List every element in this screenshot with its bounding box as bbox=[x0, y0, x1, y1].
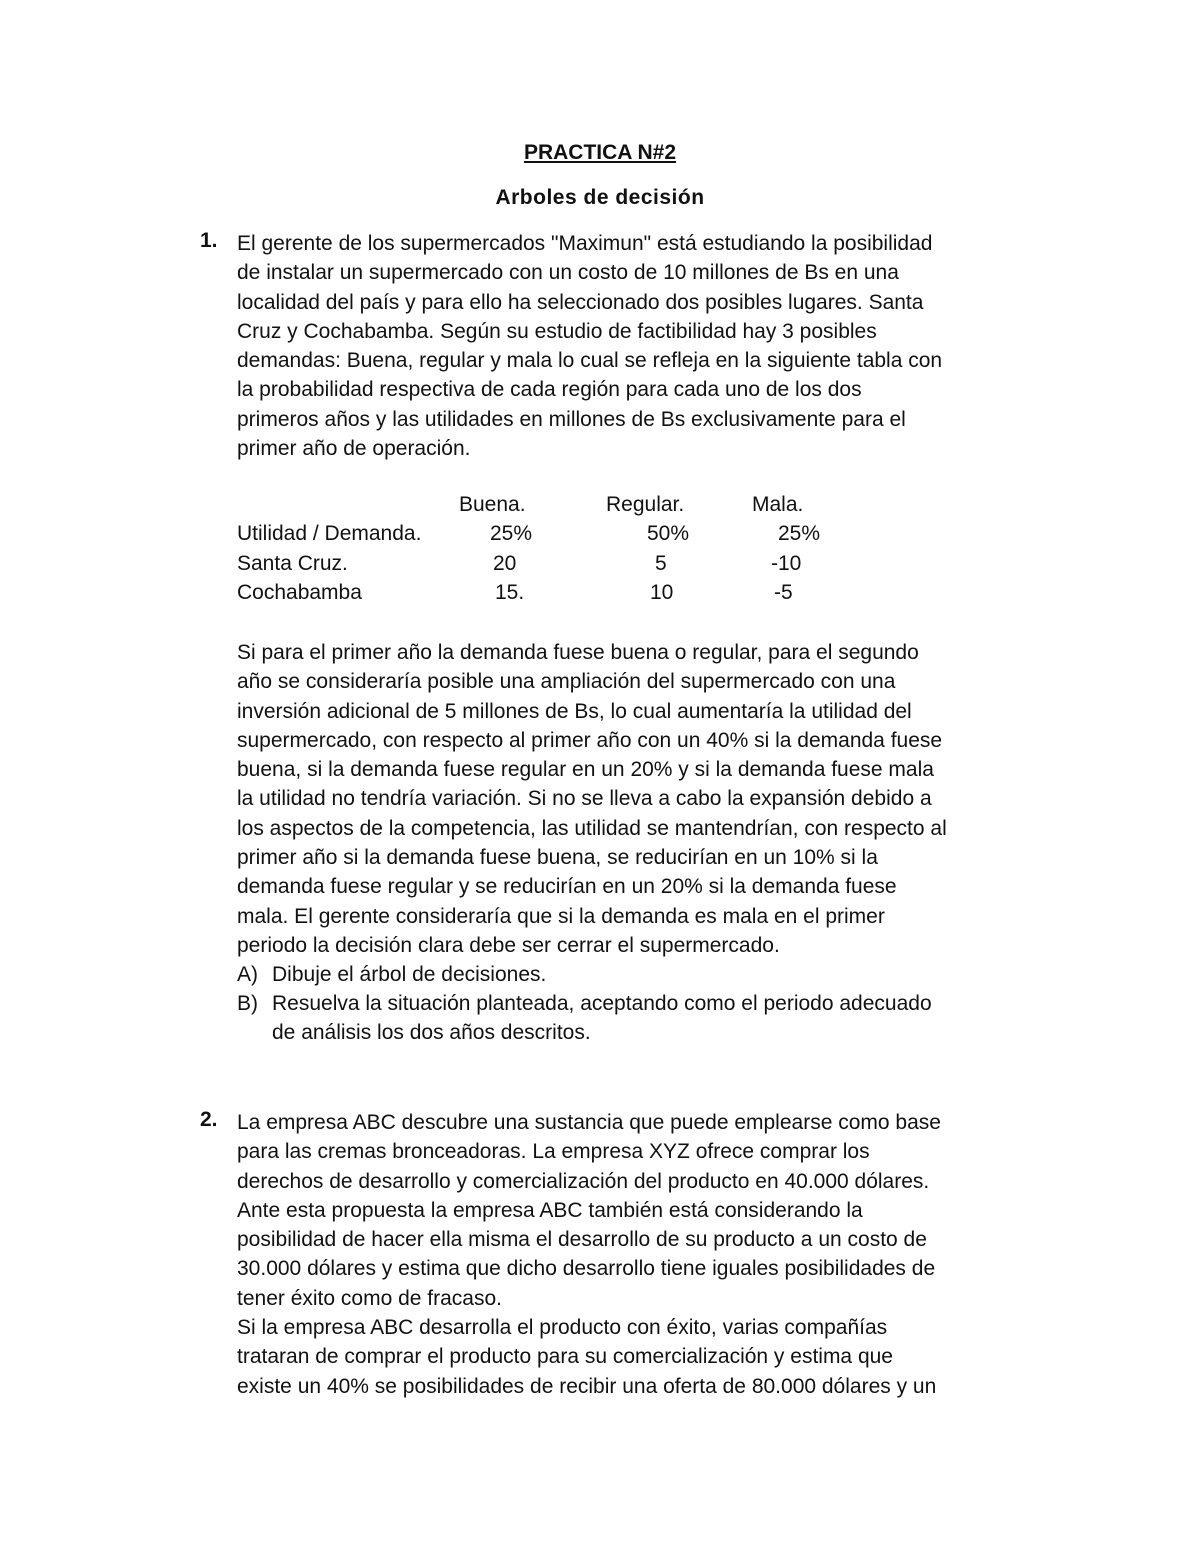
text-line: posibilidad de hacer ella misma el desarrollo de su producto a un costo de bbox=[237, 1228, 927, 1252]
text-line: buena, si la demanda fuese regular en un 20% y si la demanda fuese mala bbox=[237, 758, 934, 782]
item-letter: A) bbox=[237, 963, 258, 986]
column-header-regular: Regular. bbox=[606, 493, 685, 516]
row-label: Santa Cruz. bbox=[237, 551, 348, 575]
text-line: 30.000 dólares y estima que dicho desarrollo tiene iguales posibilidades de bbox=[237, 1257, 936, 1281]
table-row bbox=[237, 552, 937, 581]
text-line: Si la empresa ABC desarrolla el producto con éxito, varias compañías bbox=[237, 1316, 888, 1340]
text-line: inversión adicional de 5 millones de Bs, lo cual aumentaría la utilidad del bbox=[237, 699, 912, 723]
text-line: la probabilidad respectiva de cada región para cada uno de los dos bbox=[237, 378, 862, 402]
text-line: año se consideraría posible una ampliación del supermercado con una bbox=[237, 670, 896, 694]
column-header-mala: Mala. bbox=[752, 493, 804, 516]
table-cell: 15. bbox=[495, 580, 525, 604]
table-header-row bbox=[237, 493, 937, 522]
text-line: tener éxito como de fracaso. bbox=[237, 1286, 502, 1310]
text-line: para las cremas bronceadoras. La empresa XYZ ofrece comprar los bbox=[237, 1140, 870, 1164]
text-line: Resuelva la situación planteada, aceptando como el periodo adecuado bbox=[272, 992, 932, 1015]
text-line: localidad del país y para ello ha seleccionado dos posibles lugares. Santa bbox=[237, 290, 924, 314]
table-cell: -10 bbox=[771, 551, 802, 575]
table-row bbox=[237, 522, 937, 551]
text-line: trataran de comprar el producto para su comercialización y estima que bbox=[237, 1345, 893, 1369]
text-line: La empresa ABC descubre una sustancia que puede emplearse como base bbox=[237, 1111, 941, 1134]
row-label: Utilidad / Demanda. bbox=[237, 522, 422, 546]
text-line: primeros años y las utilidades en millones de Bs exclusivamente para el bbox=[237, 407, 906, 431]
problem-1-intro bbox=[237, 229, 1037, 463]
text-line: Ante esta propuesta la empresa ABC también está considerando la bbox=[237, 1198, 863, 1222]
problem-1-body bbox=[237, 638, 1037, 960]
item-text bbox=[272, 960, 1052, 989]
text-line: El gerente de los supermercados "Maximun" está estudiando la posibilidad bbox=[237, 232, 933, 255]
text-line: Dibuje el árbol de decisiones. bbox=[272, 963, 547, 986]
column-header-buena: Buena. bbox=[459, 493, 526, 516]
table-cell: 10 bbox=[650, 580, 674, 604]
page-subtitle: Arboles de decisión bbox=[495, 186, 705, 209]
text-line: supermercado, con respecto al primer año con un 40% si la demanda fuese bbox=[237, 728, 943, 752]
problem-2-number: 2. bbox=[200, 1108, 218, 1131]
text-line: demanda fuese regular y se reducirían en un 20% si la demanda fuese bbox=[237, 875, 897, 899]
text-line: Si para el primer año la demanda fuese buena o regular, para el segundo bbox=[237, 641, 919, 664]
table-cell: 20 bbox=[493, 551, 517, 575]
table-cell: 5 bbox=[655, 551, 667, 575]
text-line: primer año de operación. bbox=[237, 437, 471, 461]
item-text bbox=[272, 989, 1052, 1048]
text-line: la utilidad no tendría variación. Si no se lleva a cabo la expansión debido a bbox=[237, 787, 932, 811]
table-cell: 25% bbox=[778, 522, 821, 546]
demand-table bbox=[237, 493, 937, 610]
text-line: mala. El gerente consideraría que si la demanda es mala en el primer bbox=[237, 904, 885, 928]
text-line: derechos de desarrollo y comercialización del producto en 40.000 dólares. bbox=[237, 1169, 930, 1193]
table-cell: -5 bbox=[774, 580, 793, 604]
text-line: Cruz y Cochabamba. Según su estudio de factibilidad hay 3 posibles bbox=[237, 319, 877, 343]
text-line: de análisis los dos años descritos. bbox=[272, 1021, 591, 1045]
text-line: demandas: Buena, regular y mala lo cual se refleja en la siguiente tabla con bbox=[237, 349, 943, 373]
text-line: periodo la decisión clara debe ser cerrar el supermercado. bbox=[237, 933, 780, 957]
table-cell: 50% bbox=[647, 522, 690, 546]
item-letter: B) bbox=[237, 992, 258, 1015]
page-title: PRACTICA N#2 bbox=[523, 141, 677, 164]
text-line: de instalar un supermercado con un costo de 10 millones de Bs en una bbox=[237, 261, 899, 285]
table-cell: 25% bbox=[490, 522, 533, 546]
text-line: primer año si la demanda fuese buena, se reducirían en un 10% si la bbox=[237, 846, 878, 870]
row-label: Cochabamba bbox=[237, 580, 362, 604]
problem-1-number: 1. bbox=[200, 229, 218, 252]
table-row bbox=[237, 581, 937, 610]
text-line: existe un 40% se posibilidades de recibir una oferta de 80.000 dólares y un bbox=[237, 1374, 937, 1398]
text-line: los aspectos de la competencia, las utilidad se mantendrían, con respecto al bbox=[237, 816, 947, 840]
problem-2-text bbox=[237, 1108, 1037, 1401]
